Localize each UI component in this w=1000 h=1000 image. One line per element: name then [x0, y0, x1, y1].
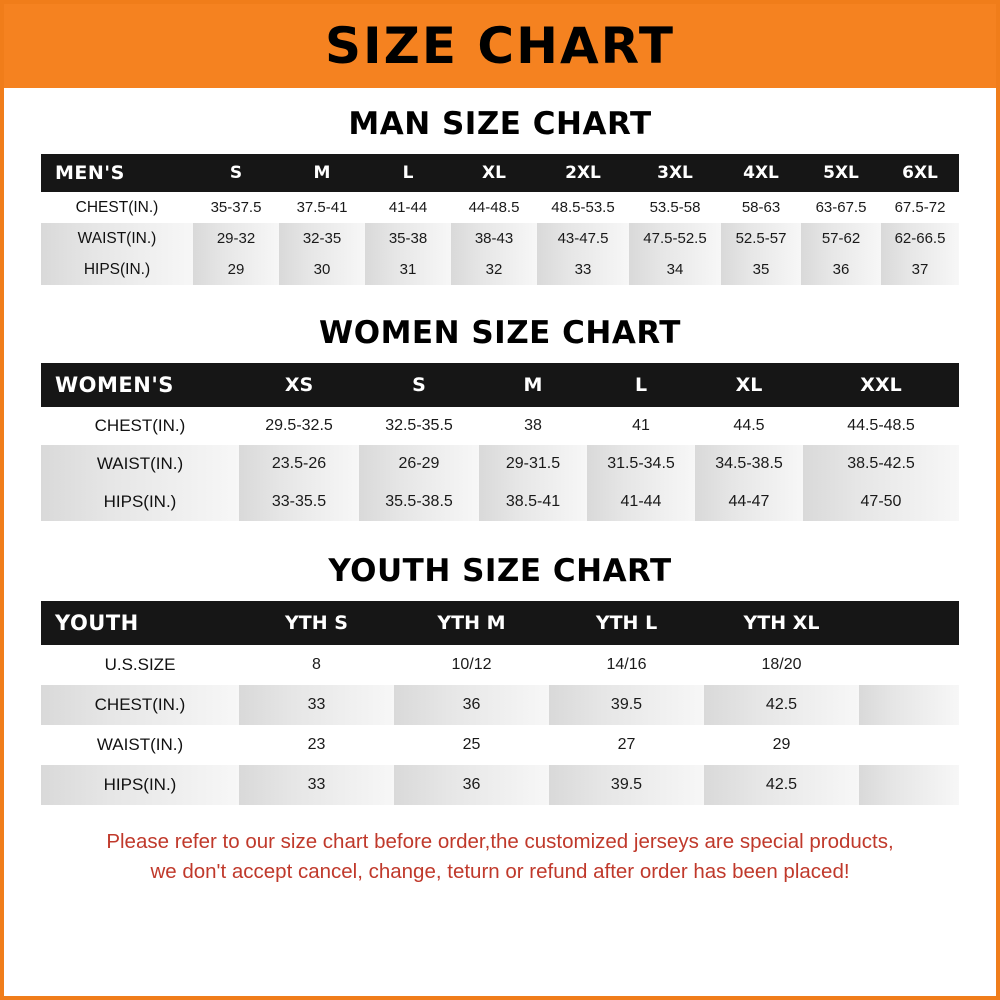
column-header: M: [479, 363, 587, 407]
table-women: [41, 363, 959, 521]
cell: 32: [451, 254, 537, 285]
cell: 8: [239, 645, 394, 685]
cell: 44-47: [695, 483, 803, 521]
page-banner: [4, 4, 996, 88]
cell: 53.5-58: [629, 192, 721, 223]
cell: 31: [365, 254, 451, 285]
cell: 58-63: [721, 192, 801, 223]
cell: 36: [394, 685, 549, 725]
cell: 47-50: [803, 483, 959, 521]
chart-content: [4, 106, 996, 886]
column-header: S: [359, 363, 479, 407]
cell: 67.5-72: [881, 192, 959, 223]
cell: 34: [629, 254, 721, 285]
table-row: [41, 254, 959, 285]
cell-empty: [859, 685, 959, 725]
cell: 42.5: [704, 685, 859, 725]
column-header: L: [365, 154, 451, 192]
column-header: XL: [451, 154, 537, 192]
column-header: XL: [695, 363, 803, 407]
footer-line-1: Please refer to our size chart before order,the customized jerseys are special products,: [106, 830, 894, 853]
page-title: SIZE CHART: [324, 17, 676, 75]
row-label: HIPS(IN.): [41, 254, 193, 285]
column-header: 3XL: [629, 154, 721, 192]
column-header-empty: [859, 601, 959, 645]
cell: 38.5-42.5: [803, 445, 959, 483]
table-youth: [41, 601, 959, 805]
column-header: YTH L: [549, 601, 704, 645]
column-header: S: [193, 154, 279, 192]
cell: 27: [549, 725, 704, 765]
table-header-row: [41, 363, 959, 407]
cell: 43-47.5: [537, 223, 629, 254]
row-label-header: MEN'S: [41, 154, 193, 192]
cell: 31.5-34.5: [587, 445, 695, 483]
cell: 36: [394, 765, 549, 805]
cell: 37: [881, 254, 959, 285]
row-label: HIPS(IN.): [41, 483, 239, 521]
table-row: [41, 192, 959, 223]
column-header: YTH M: [394, 601, 549, 645]
cell: 29: [704, 725, 859, 765]
table-row: [41, 407, 959, 445]
column-header: XXL: [803, 363, 959, 407]
column-header: L: [587, 363, 695, 407]
cell: 30: [279, 254, 365, 285]
cell: 39.5: [549, 765, 704, 805]
column-header: M: [279, 154, 365, 192]
cell: 32.5-35.5: [359, 407, 479, 445]
cell: 44.5: [695, 407, 803, 445]
cell: 35.5-38.5: [359, 483, 479, 521]
cell-empty: [859, 645, 959, 685]
cell: 33-35.5: [239, 483, 359, 521]
cell: 38.5-41: [479, 483, 587, 521]
cell: 38: [479, 407, 587, 445]
cell: 38-43: [451, 223, 537, 254]
cell: 34.5-38.5: [695, 445, 803, 483]
cell: 41: [587, 407, 695, 445]
row-label: WAIST(IN.): [41, 725, 239, 765]
cell: 33: [239, 685, 394, 725]
cell-empty: [859, 725, 959, 765]
cell: 18/20: [704, 645, 859, 685]
table-row: [41, 765, 959, 805]
cell: 41-44: [587, 483, 695, 521]
row-label: WAIST(IN.): [41, 445, 239, 483]
cell: 57-62: [801, 223, 881, 254]
cell: 35: [721, 254, 801, 285]
cell: 29.5-32.5: [239, 407, 359, 445]
row-label: HIPS(IN.): [41, 765, 239, 805]
cell: 33: [239, 765, 394, 805]
section-title-youth: YOUTH SIZE CHART: [328, 553, 672, 589]
row-label: WAIST(IN.): [41, 223, 193, 254]
table-row: [41, 223, 959, 254]
cell: 44-48.5: [451, 192, 537, 223]
cell: 23: [239, 725, 394, 765]
cell: 32-35: [279, 223, 365, 254]
cell: 29-31.5: [479, 445, 587, 483]
cell: 26-29: [359, 445, 479, 483]
column-header: 2XL: [537, 154, 629, 192]
table-row: [41, 725, 959, 765]
row-label-header: YOUTH: [41, 601, 239, 645]
cell: 41-44: [365, 192, 451, 223]
section-youth: [32, 553, 968, 805]
column-header: 4XL: [721, 154, 801, 192]
table-row: [41, 645, 959, 685]
table-header-row: [41, 601, 959, 645]
cell: 52.5-57: [721, 223, 801, 254]
cell: 44.5-48.5: [803, 407, 959, 445]
column-header: 5XL: [801, 154, 881, 192]
table-row: [41, 483, 959, 521]
cell: 35-37.5: [193, 192, 279, 223]
table-header-row: [41, 154, 959, 192]
table-man: [41, 154, 959, 285]
cell: 29-32: [193, 223, 279, 254]
cell: 29: [193, 254, 279, 285]
cell-empty: [859, 765, 959, 805]
cell: 39.5: [549, 685, 704, 725]
row-label-header: WOMEN'S: [41, 363, 239, 407]
section-man: [32, 106, 968, 285]
table-row: [41, 685, 959, 725]
section-women: [32, 315, 968, 521]
cell: 23.5-26: [239, 445, 359, 483]
section-title-women: WOMEN SIZE CHART: [319, 315, 681, 351]
section-title-man: MAN SIZE CHART: [348, 106, 652, 142]
table-row: [41, 445, 959, 483]
column-header: XS: [239, 363, 359, 407]
cell: 36: [801, 254, 881, 285]
cell: 47.5-52.5: [629, 223, 721, 254]
cell: 63-67.5: [801, 192, 881, 223]
cell: 37.5-41: [279, 192, 365, 223]
cell: 14/16: [549, 645, 704, 685]
row-label: U.S.SIZE: [41, 645, 239, 685]
cell: 10/12: [394, 645, 549, 685]
column-header: 6XL: [881, 154, 959, 192]
row-label: CHEST(IN.): [41, 407, 239, 445]
cell: 62-66.5: [881, 223, 959, 254]
column-header: YTH XL: [704, 601, 859, 645]
cell: 25: [394, 725, 549, 765]
footer-line-2: we don't accept cancel, change, teturn or refund after order has been placed!: [150, 859, 850, 883]
cell: 48.5-53.5: [537, 192, 629, 223]
row-label: CHEST(IN.): [41, 685, 239, 725]
cell: 35-38: [365, 223, 451, 254]
row-label: CHEST(IN.): [41, 192, 193, 223]
cell: 33: [537, 254, 629, 285]
footer-note: [32, 827, 968, 886]
column-header: YTH S: [239, 601, 394, 645]
cell: 42.5: [704, 765, 859, 805]
